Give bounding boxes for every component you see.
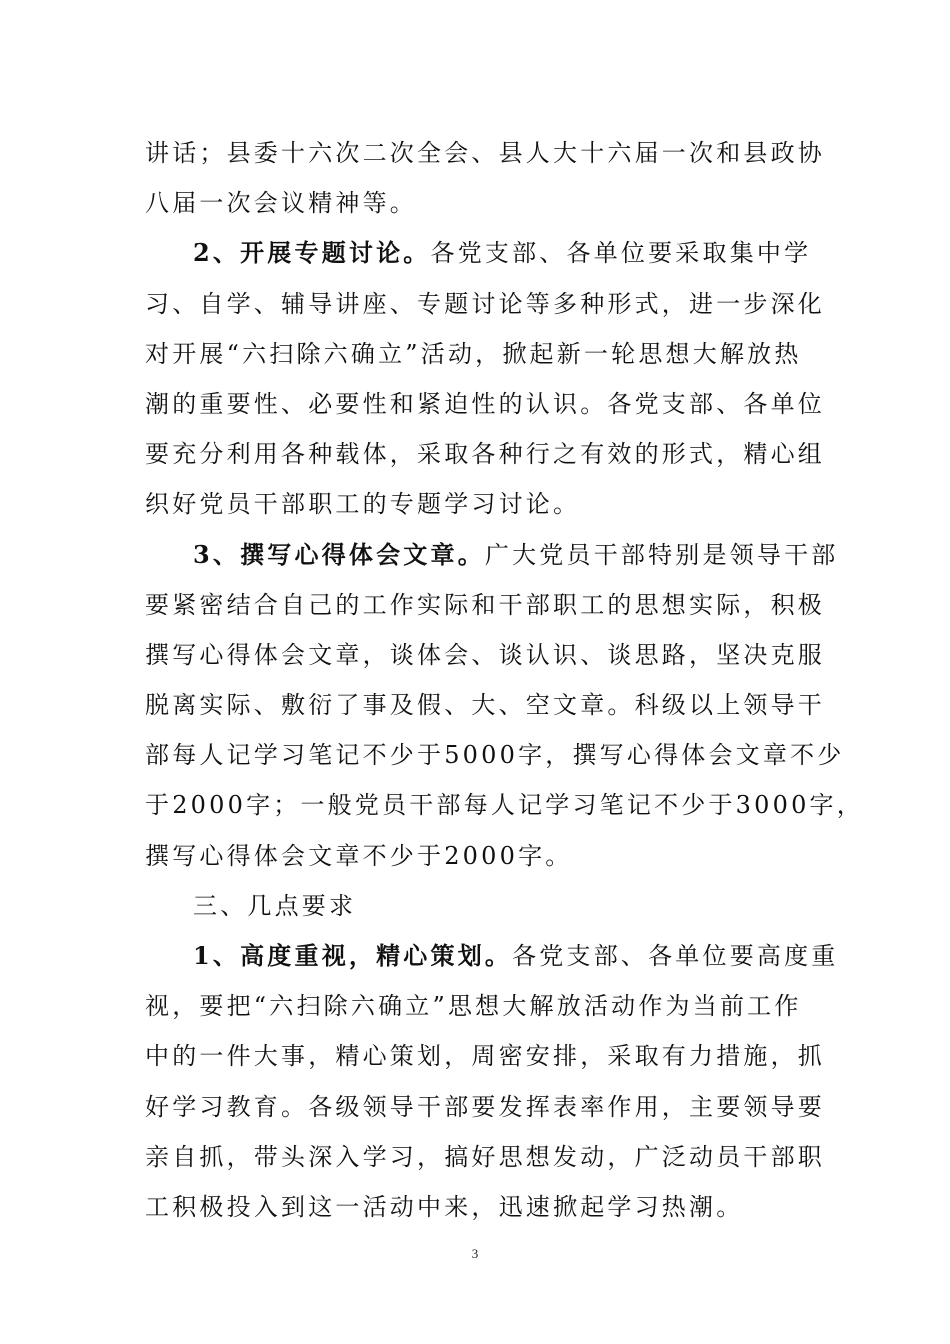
item-heading: 1、高度重视，精心策划。	[193, 941, 513, 970]
item-heading: 2、开展专题讨论。	[193, 238, 431, 268]
paragraph-line: 撰写心得体会文章，谈体会、谈认识、谈思路，坚决克服	[145, 640, 825, 669]
paragraph-text: 广大党员干部特别是领导干部	[484, 540, 839, 569]
page-number: 3	[471, 1246, 479, 1261]
paragraph-line: 撰写心得体会文章不少于2000字。	[145, 841, 573, 870]
paragraph-line: 对开展“六扫除六确立”活动，掀起新一轮思想大解放热	[145, 339, 802, 368]
paragraph-line: 要充分利用各种载体，采取各种行之有效的形式，精心组	[145, 440, 825, 469]
section-heading: 三、几点要求	[193, 891, 357, 920]
paragraph-line: 习、自学、辅导讲座、专题讨论等多种形式，进一步深化	[145, 289, 825, 318]
paragraph-line: 八届一次会议精神等。	[145, 189, 417, 218]
paragraph-text: 各党支部、各单位要采取集中学	[430, 239, 812, 268]
paragraph-first-line	[145, 931, 839, 981]
paragraph-line: 潮的重要性、必要性和紧迫性的认识。各党支部、各单位	[145, 389, 825, 418]
paragraph-line: 于2000字；一般党员干部每人记学习笔记不少于3000字，	[145, 791, 864, 820]
paragraph-first-line	[145, 228, 812, 278]
paragraph-line: 中的一件大事，精心策划，周密安排，采取有力措施，抓	[145, 1042, 825, 1071]
paragraph-line: 部每人记学习笔记不少于5000字，撰写心得体会文章不少	[145, 741, 845, 770]
paragraph-line: 要紧密结合自己的工作实际和干部职工的思想实际，积极	[145, 590, 825, 619]
paragraph-line: 织好党员干部职工的专题学习讨论。	[145, 490, 581, 519]
document-body	[145, 128, 864, 1232]
paragraph-line: 好学习教育。各级领导干部要发挥表率作用，主要领导要	[145, 1092, 825, 1121]
paragraph-line: 讲话；县委十六次二次全会、县人大十六届一次和县政协	[145, 139, 825, 167]
paragraph-line: 视，要把“六扫除六确立”思想大解放活动作为当前工作	[145, 992, 802, 1021]
paragraph-text: 各党支部、各单位要高度重	[512, 942, 839, 970]
paragraph-first-line	[145, 530, 839, 580]
paragraph-line: 工积极投入到这一活动中来，迅速掀起学习热潮。	[145, 1192, 744, 1221]
paragraph-line: 脱离实际、敷衍了事及假、大、空文章。科级以上领导干	[145, 691, 825, 720]
paragraph-line: 亲自抓，带头深入学习，搞好思想发动，广泛动员干部职	[145, 1142, 825, 1171]
item-heading: 3、撰写心得体会文章。	[193, 539, 485, 569]
